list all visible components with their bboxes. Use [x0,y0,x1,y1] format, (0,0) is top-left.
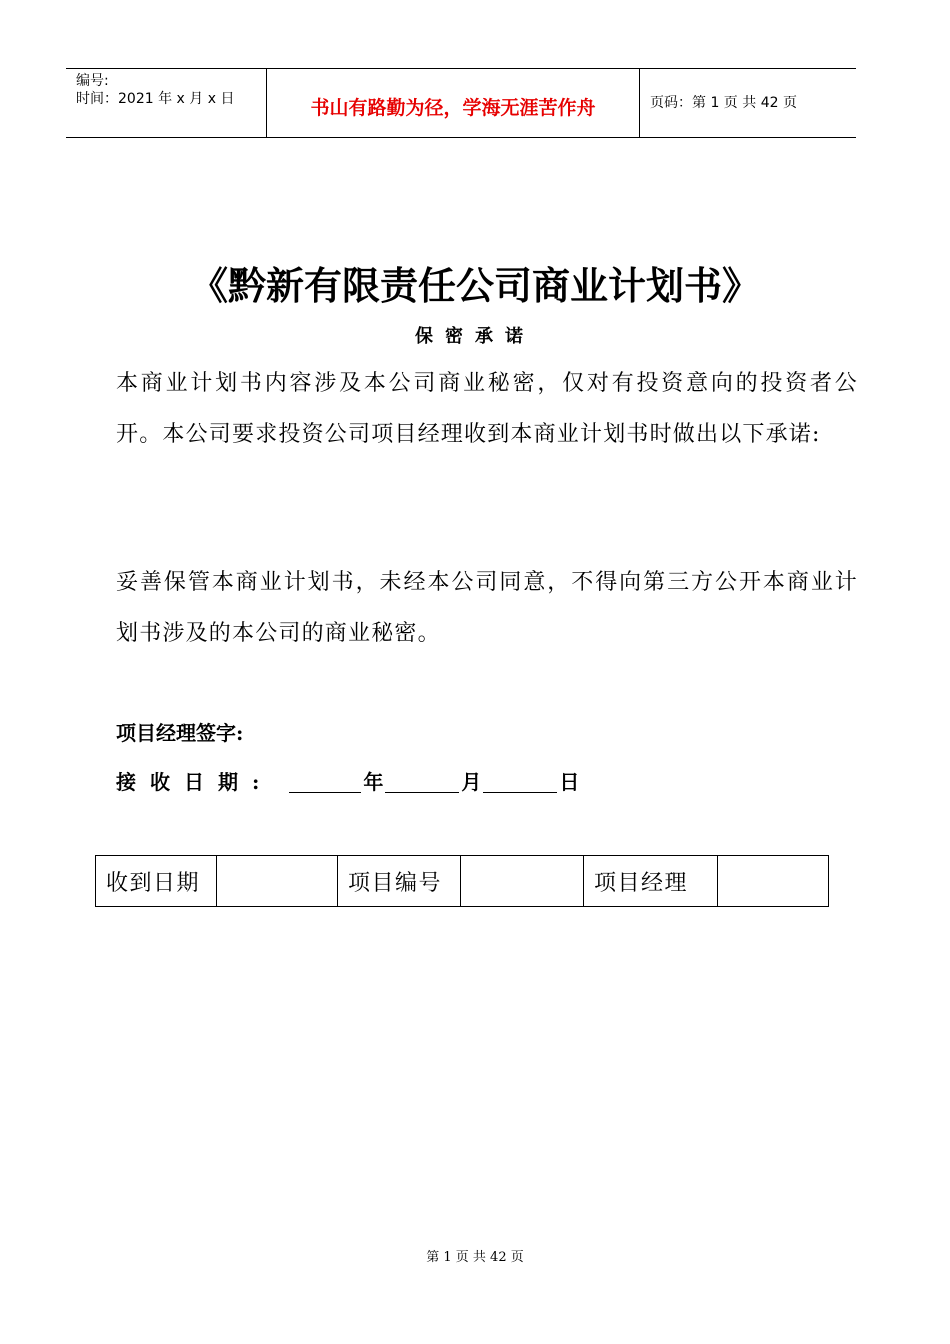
header-left-cell [66,69,267,137]
commitment-paragraph: 妥善保管本商业计划书，未经本公司同意，不得向第三方公开本商业计划书涉及的本公司的商业秘密。 [116,570,858,646]
project-manager-value[interactable] [718,856,829,907]
receipt-table [95,855,829,907]
year-char: 年 [363,770,384,794]
project-number-value[interactable] [461,856,584,907]
document-number-label: 编号: [76,73,109,89]
signature-label: 项目经理签字: [116,721,244,745]
table-row [96,856,829,907]
project-number-header: 项目编号 [338,856,461,907]
document-time-label: 时间：2021 年 x 月 x 日 [76,91,235,107]
page-header [66,68,856,138]
receive-date-line [116,765,579,799]
month-blank[interactable] [385,768,459,793]
received-date-value[interactable] [217,856,338,907]
header-motto: 书山有路勤为径，学海无涯苦作舟 [310,97,596,119]
receive-date-label: 接收日期: [116,770,274,794]
header-right-cell [640,69,856,137]
year-blank[interactable] [289,768,361,793]
received-date-header: 收到日期 [96,856,217,907]
month-char: 月 [461,770,482,794]
page-footer: 第 1 页 共 42 页 [426,1250,524,1265]
document-title: 《黔新有限责任公司商业计划书》 [189,263,760,308]
day-blank[interactable] [483,768,557,793]
header-page-number: 页码：第 1 页 共 42 页 [650,95,797,111]
day-char: 日 [559,770,580,794]
section-subtitle: 保密承诺 [415,326,535,347]
header-motto-cell [267,69,640,137]
confidentiality-paragraph: 本商业计划书内容涉及本公司商业秘密，仅对有投资意向的投资者公开。本公司要求投资公司项目经理收到本商业计划书时做出以下承诺: [116,371,858,447]
project-manager-header: 项目经理 [584,856,718,907]
